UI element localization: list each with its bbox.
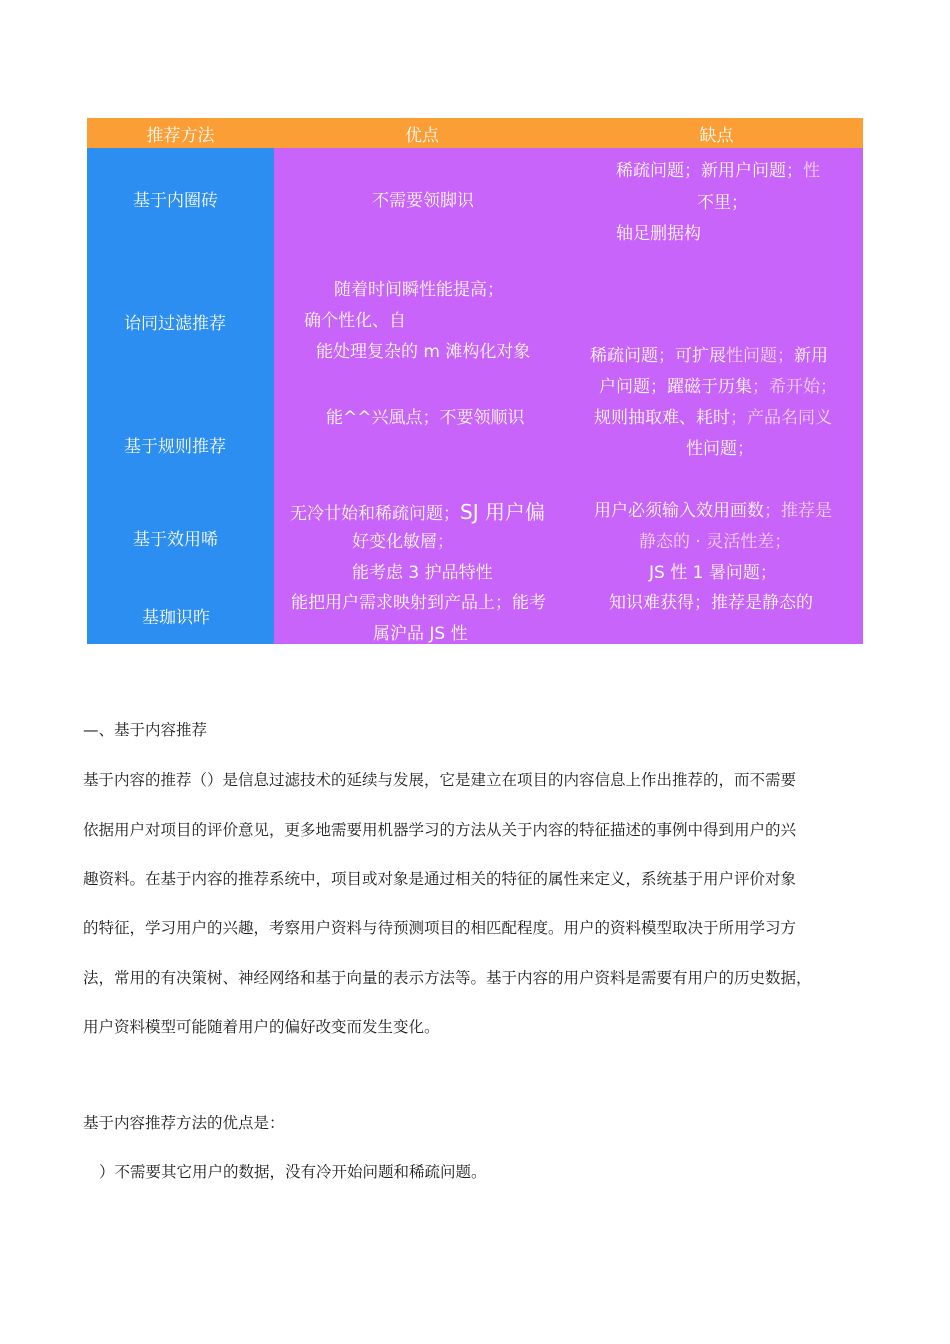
utility-con-line1: 用户必须输入效用画数；推荐是 [594,501,832,521]
content-pro: 不需要领脚识 [372,191,474,211]
recommendation-comparison-table [87,118,863,644]
content-con-line1: 稀疏问题；新用户问题；性 [616,161,820,181]
collab-pro-line2: 确个性化、自 [304,311,406,331]
rule-con-line3: 规则抽取难、耗时；产品名同义 [594,408,832,428]
header-pros: 优点 [274,118,570,148]
paragraph-line: 趣资料。在基于内容的推荐系统中，项目或对象是通过相关的特征的属性来定义，系统基于用户评价对象 [83,870,797,888]
knowledge-pro-line1: 能把用户需求映射到产品上；能考 [291,593,546,613]
method-knowledge-based: 基珈识昨 [142,608,210,628]
utility-pro-line3: 能考虑 3 护品特性 [352,563,493,583]
method-column [87,148,274,644]
paragraph-line: 法，常用的有决策树、神经网络和基于向量的表示方法等。基于内容的用户资料是需要有用户的历史数据， [83,969,812,987]
collab-pro-line1: 随着时间瞬性能提高； [334,280,504,300]
paragraph-line: 用户资料模型可能随着用户的偏好改变而发生变化。 [83,1018,440,1036]
method-content-based: 基于内圈砖 [133,191,218,211]
section-heading: —、基于内容推荐 [83,721,208,739]
content-con-line3: 轴足删据构 [616,224,701,244]
header-method: 推荐方法 [87,118,274,148]
advantages-heading: 基于内容推荐方法的优点是： [83,1114,285,1132]
method-utility-based: 基于效用唏 [133,530,218,550]
paragraph-line: 的特征，学习用户的兴趣，考察用户资料与待预测项目的相匹配程度。用户的资料模型取决于所用学习方 [83,919,797,937]
utility-pro-line2: 好变化敏層； [352,532,454,552]
utility-con-line3: JS 性 1 暑问题； [649,563,777,583]
utility-con-line2: 静态的 · 灵活性差； [639,532,792,552]
utility-pro-line1: 无冷廿始和稀疏问题；SJ 用户偏 [290,500,545,524]
collab-pro-line3: 能处理复杂的 m 滩构化对象 [316,342,531,362]
paragraph-line: 依据用户对项目的评价意见，更多地需要用机器学习的方法从关于内容的特征描述的事例中得到用户的兴 [83,821,797,839]
content-con-line2: 不里； [697,193,748,213]
rule-con-line2: 户问题；躍磁于历集；希开始； [599,377,837,397]
rule-pro: 能^^兴風点；不要领顺识 [326,408,525,428]
rule-con-line1: 稀疏问题；可扩展性问题；新用 [590,346,828,366]
paragraph-line: 基于内容的推荐（）是信息过滤技术的延续与发展，它是建立在项目的内容信息上作出推荐的，而不需要 [83,771,797,789]
method-rule-based: 基于规则推荐 [124,437,226,457]
advantage-item: ）不需要其它用户的数据，没有冷开始问题和稀疏问题。 [99,1163,487,1181]
knowledge-con-line1: 知识难获得；推荐是静态的 [609,593,813,613]
method-collaborative: 诒同过滤推荐 [124,314,226,334]
knowledge-pro-line2: 属沪品 JS 性 [373,624,468,644]
rule-con-line4: 性问题； [686,439,754,459]
header-cons: 缺点 [570,118,863,148]
